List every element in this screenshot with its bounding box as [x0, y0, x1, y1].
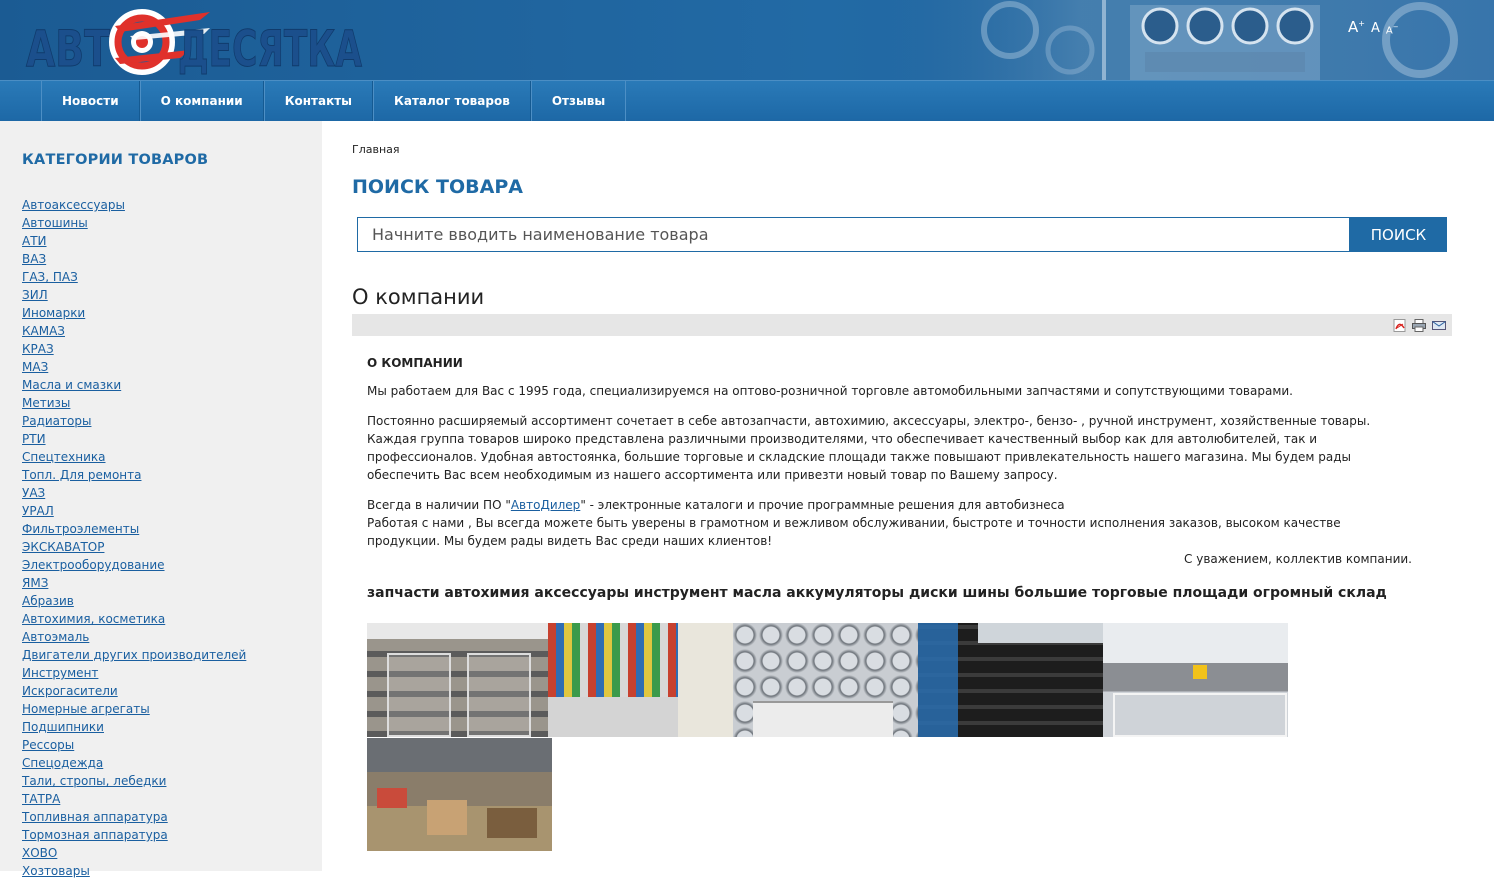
tagline: запчасти автохимия аксессуары инструмент масла аккумуляторы диски шины большие торговые площади огромный склад: [367, 585, 1387, 601]
category-item: [22, 501, 246, 519]
svg-text:АВТ: АВТ: [26, 20, 110, 78]
category-link[interactable]: Топл. Для ремонта: [22, 468, 142, 482]
category-item: [22, 591, 246, 609]
pdf-icon[interactable]: [1393, 319, 1407, 332]
search-form: [357, 217, 1447, 252]
category-item: [22, 231, 246, 249]
category-item: [22, 699, 246, 717]
category-item: [22, 789, 246, 807]
main-nav: [0, 80, 1494, 121]
category-item: [22, 825, 246, 843]
category-item: [22, 447, 246, 465]
category-link[interactable]: Топливная аппаратура: [22, 810, 168, 824]
store-photo-tires[interactable]: [918, 623, 1103, 737]
font-increase-button[interactable]: A+: [1348, 18, 1365, 36]
category-link[interactable]: УРАЛ: [22, 504, 54, 518]
category-link[interactable]: Инструмент: [22, 666, 99, 680]
category-item: [22, 303, 246, 321]
article-paragraph: Работая с нами , Вы всегда можете быть уверены в грамотном и вежливом обслуживании, быстроте и точности исполнения заказов, высоком качестве продукции. Мы будем рады видеть Вас среди наших клиентов!: [367, 516, 1341, 548]
sidebar-title: КАТЕГОРИИ ТОВАРОВ: [22, 152, 209, 168]
category-item: [22, 429, 246, 447]
category-link[interactable]: ТАТРА: [22, 792, 61, 806]
autodealer-link[interactable]: АвтоДилер: [510, 498, 581, 512]
font-normal-button[interactable]: A: [1370, 21, 1380, 36]
store-photo-autochemistry[interactable]: [548, 623, 733, 737]
category-item: [22, 843, 246, 861]
category-link[interactable]: ЭКСКАВАТОР: [22, 540, 105, 554]
category-link[interactable]: МАЗ: [22, 360, 49, 374]
category-link[interactable]: КАМАЗ: [22, 324, 65, 338]
category-link[interactable]: УАЗ: [22, 486, 46, 500]
email-icon[interactable]: [1432, 319, 1446, 332]
category-link[interactable]: Автошины: [22, 216, 88, 230]
category-item: [22, 807, 246, 825]
category-link[interactable]: Искрогасители: [22, 684, 118, 698]
category-item: [22, 753, 246, 771]
category-link[interactable]: Тали, стропы, лебедки: [22, 774, 167, 788]
category-link[interactable]: КРАЗ: [22, 342, 54, 356]
category-item: [22, 195, 246, 213]
category-item: [22, 339, 246, 357]
category-item: [22, 213, 246, 231]
category-item: [22, 249, 246, 267]
store-photo-warehouse[interactable]: [367, 738, 552, 851]
nav-item: [41, 81, 140, 121]
category-link[interactable]: Подшипники: [22, 720, 104, 734]
text-fragment: Всегда в наличии ПО ": [367, 498, 511, 512]
category-link[interactable]: Рессоры: [22, 738, 75, 752]
category-item: [22, 717, 246, 735]
category-item: [22, 411, 246, 429]
category-item: [22, 555, 246, 573]
svg-text:ДЕСЯТКА: ДЕСЯТКА: [178, 20, 363, 78]
nav-item: [140, 81, 264, 121]
category-item: [22, 627, 246, 645]
category-link[interactable]: Электрооборудование: [22, 558, 165, 572]
nav-link[interactable]: О компании: [160, 94, 243, 108]
category-link[interactable]: Автоаксессуары: [22, 198, 125, 212]
category-item: [22, 771, 246, 789]
search-title: ПОИСК ТОВАРА: [352, 176, 523, 198]
sidebar: [0, 121, 322, 878]
category-link[interactable]: Автоэмаль: [22, 630, 90, 644]
store-photo-sales-floor[interactable]: [1103, 623, 1288, 737]
nav-item: [373, 81, 531, 121]
category-link[interactable]: ГАЗ, ПАЗ: [22, 270, 78, 284]
nav-item: [531, 81, 626, 121]
category-item: [22, 321, 246, 339]
site-logo[interactable]: [20, 6, 370, 76]
category-link[interactable]: ЯМЗ: [22, 576, 49, 590]
category-link[interactable]: Спецтехника: [22, 450, 106, 464]
category-item: [22, 609, 246, 627]
page-title: О компании: [352, 285, 485, 309]
category-link[interactable]: Фильтроэлементы: [22, 522, 140, 536]
nav-link[interactable]: Контакты: [284, 94, 353, 108]
category-item: [22, 519, 246, 537]
print-icon[interactable]: [1412, 319, 1426, 332]
nav-link[interactable]: Новости: [62, 94, 119, 108]
category-item: [22, 681, 246, 699]
font-size-controls: [1348, 18, 1399, 36]
article-paragraph: Постоянно расширяемый ассортимент сочетает в себе автозапчасти, автохимию, аксессуары, электро-, бензо- , ручной инструмент, хозяйственные товары. Каждая группа товаров широко представлена различными производителями, что обеспечивает качественный выбор как для автолюбителей, так и профессионалов. Удобная автостоянка, большие торговые и складские площади также повышают привлекательность нашего магазина. Мы будем рады обеспечить Вас всем необходимым из нашего ассортимента или привезти новый товар по Вашему запросу.: [367, 414, 1371, 482]
category-item: [22, 267, 246, 285]
category-link[interactable]: Автохимия, косметика: [22, 612, 166, 626]
category-list: [22, 195, 246, 879]
category-link[interactable]: ВАЗ: [22, 252, 47, 266]
category-link[interactable]: Двигатели других производителей: [22, 648, 247, 662]
article-toolbar: [352, 314, 1452, 336]
category-item: [22, 483, 246, 501]
category-item: [22, 393, 246, 411]
nav-item: [264, 81, 373, 121]
category-item: [22, 663, 246, 681]
category-item: [22, 537, 246, 555]
search-input[interactable]: [357, 217, 1350, 252]
category-item: [22, 465, 246, 483]
nav-link[interactable]: Отзывы: [551, 94, 606, 108]
nav-list: [0, 81, 1494, 121]
category-link[interactable]: РТИ: [22, 432, 46, 446]
category-item: [22, 573, 246, 591]
breadcrumb[interactable]: Главная: [352, 143, 400, 156]
category-link[interactable]: Метизы: [22, 396, 71, 410]
category-link[interactable]: Радиаторы: [22, 414, 92, 428]
article-signature: С уважением, коллектив компании.: [1184, 552, 1412, 566]
category-link[interactable]: Номерные агрегаты: [22, 702, 150, 716]
category-item: [22, 357, 246, 375]
category-item: [22, 645, 246, 663]
article-heading: О КОМПАНИИ: [367, 356, 463, 370]
category-link[interactable]: АТИ: [22, 234, 47, 248]
category-link[interactable]: Тормозная аппаратура: [22, 828, 168, 842]
category-item: [22, 861, 246, 879]
category-link[interactable]: Иномарки: [22, 306, 86, 320]
category-item: [22, 285, 246, 303]
store-photo-wheels[interactable]: [733, 623, 918, 737]
font-decrease-button[interactable]: A−: [1385, 22, 1399, 36]
category-link[interactable]: Абразив: [22, 594, 74, 608]
engine-banner-image: [860, 0, 1494, 80]
store-photo-parts-shelves[interactable]: [367, 623, 548, 737]
category-link[interactable]: ЗИЛ: [22, 288, 48, 302]
category-link[interactable]: Хозтовары: [22, 864, 90, 878]
search-button[interactable]: ПОИСК: [1350, 217, 1447, 252]
site-header: [0, 0, 1494, 80]
category-item: [22, 735, 246, 753]
nav-link[interactable]: Каталог товаров: [394, 94, 510, 108]
article-paragraph: Мы работаем для Вас с 1995 года, специализируемся на оптово-розничной торговле автомобильными запчастями и сопутствующими товарами.: [367, 384, 1293, 398]
category-link[interactable]: Спецодежда: [22, 756, 104, 770]
category-item: [22, 375, 246, 393]
category-link[interactable]: ХОВО: [22, 846, 58, 860]
article-paragraph: [367, 496, 1397, 514]
text-fragment: " - электронные каталоги и прочие программные решения для автобизнеса: [580, 498, 1065, 512]
category-link[interactable]: Масла и смазки: [22, 378, 122, 392]
